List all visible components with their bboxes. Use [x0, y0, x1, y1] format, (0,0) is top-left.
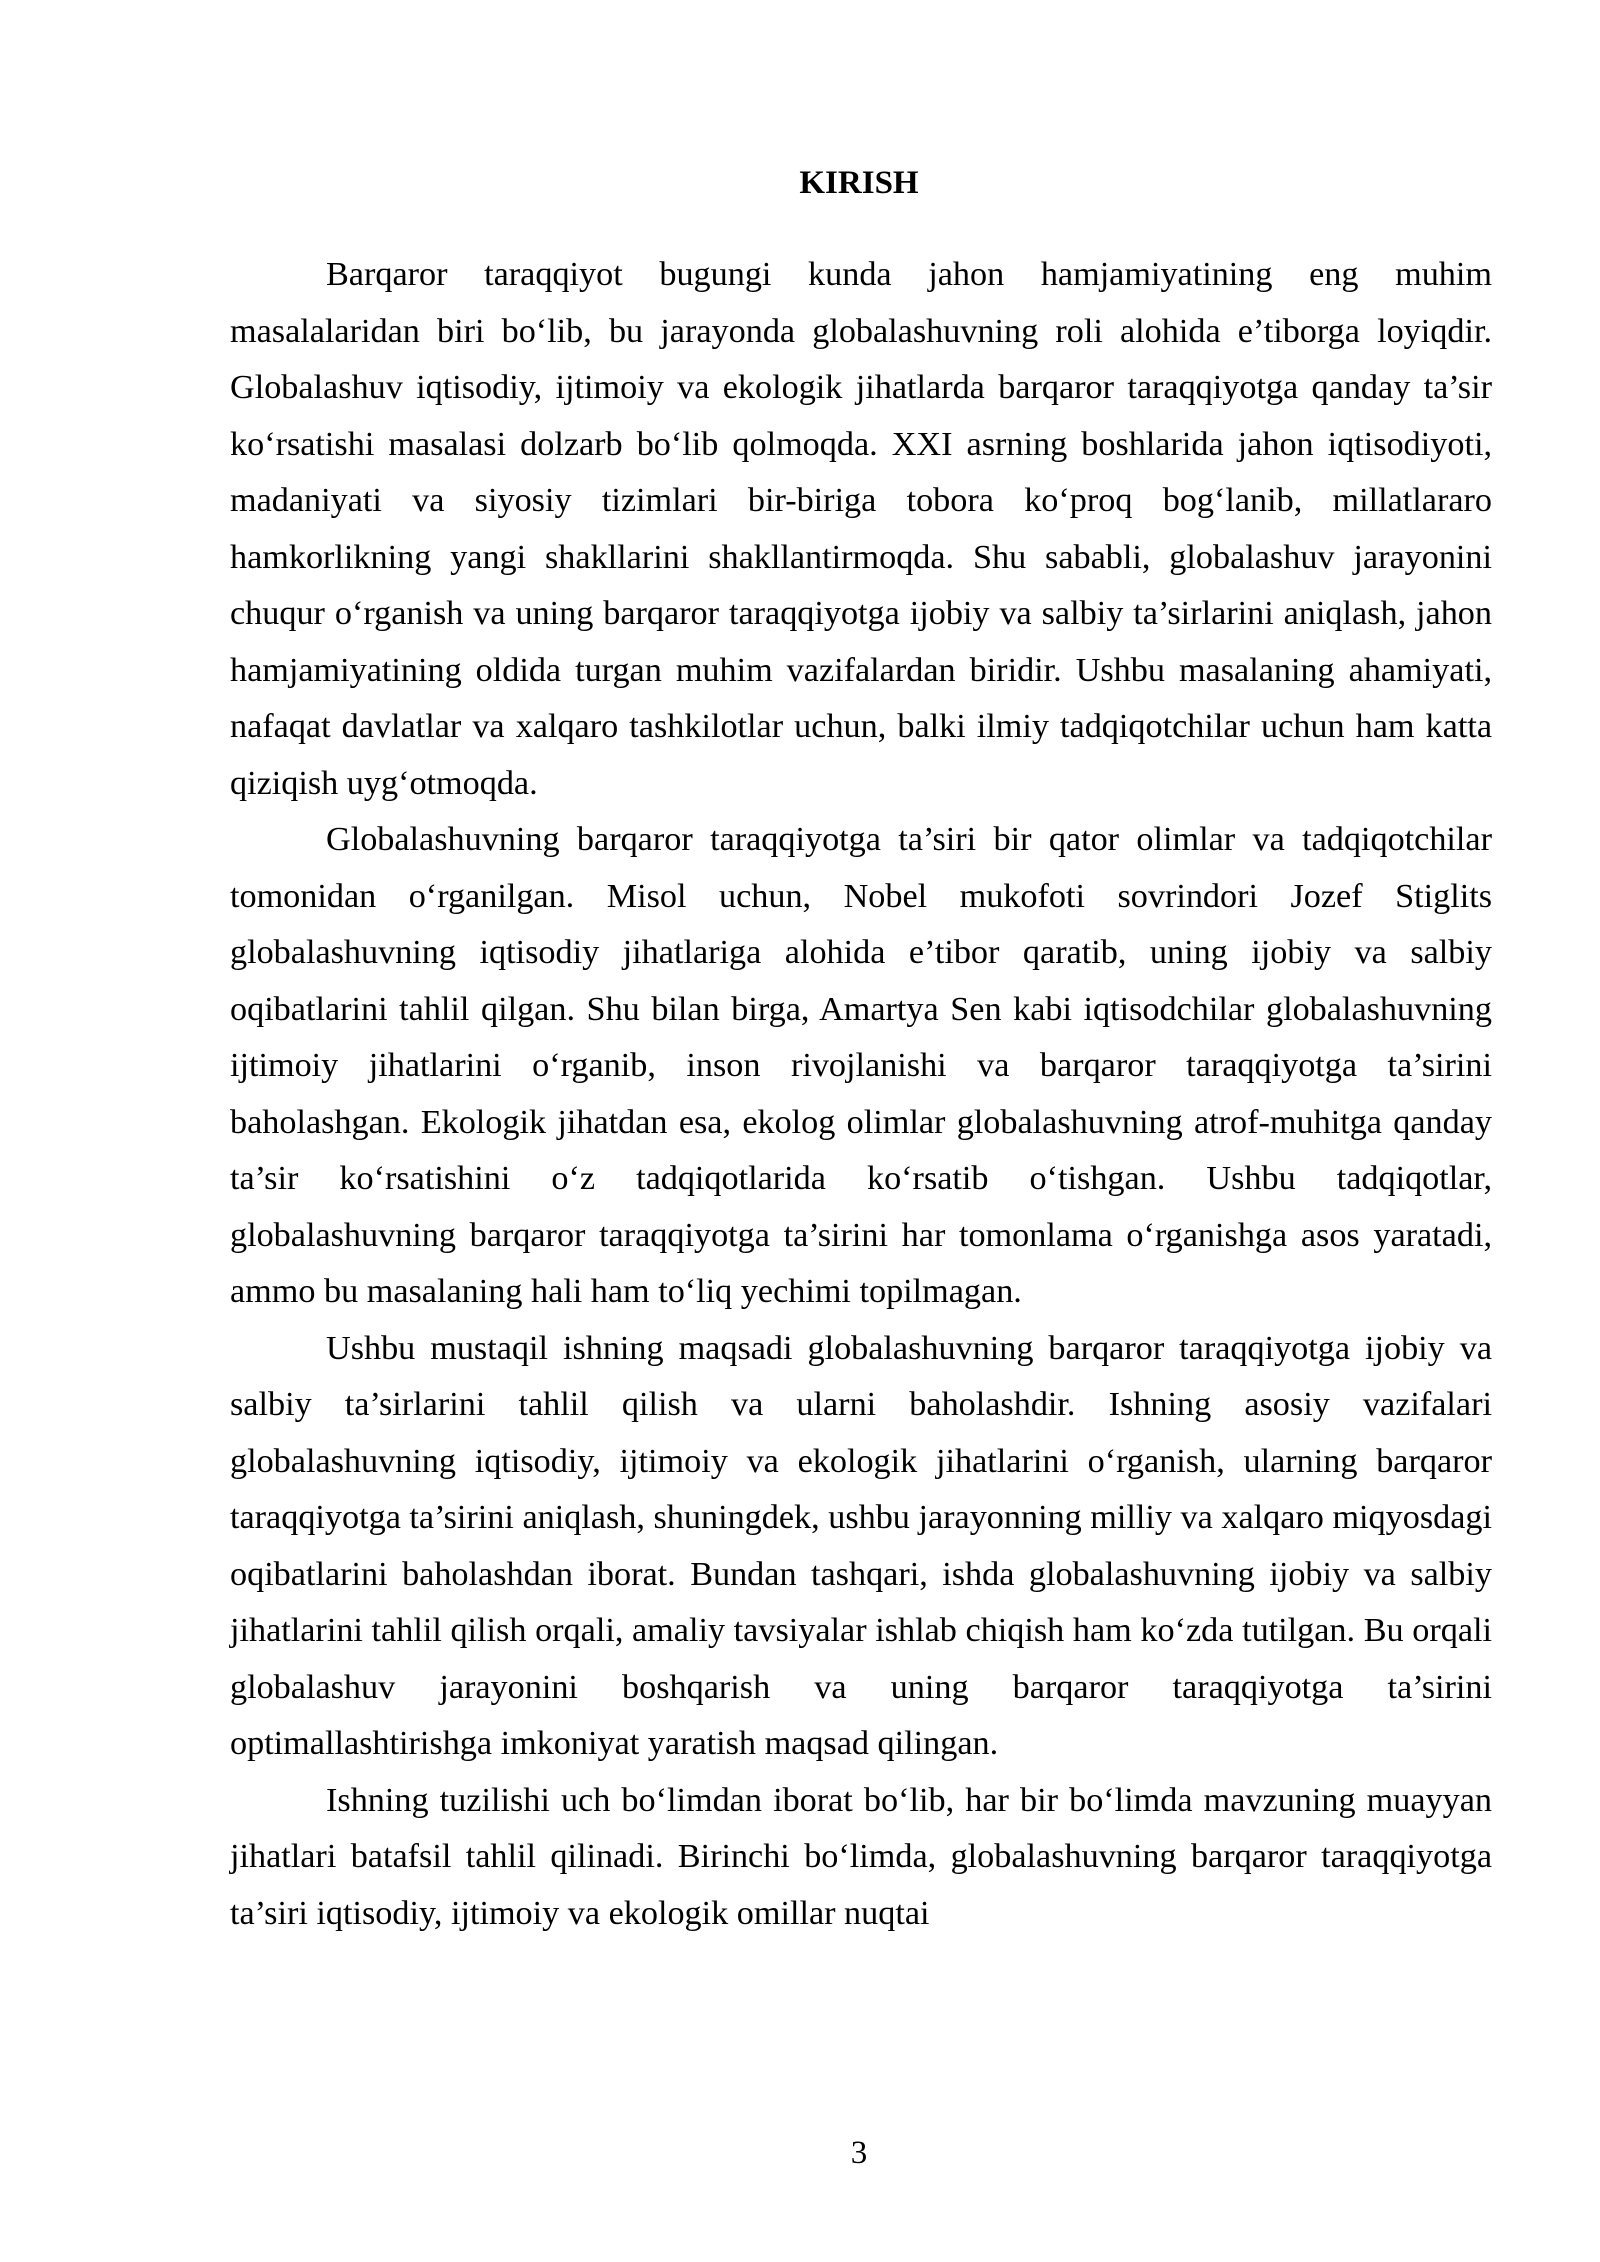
paragraph: Ishning tuzilishi uch bo‘limdan iborat bo‘lib, har bir bo‘limda mavzuning muayyan jihatlari batafsil tahlil qilinadi. Birinchi bo‘limda, globalashuvning barqaror taraqqiyotga ta’siri iqtisodiy, ijtimoiy va ekologik omillar nuqtai	[230, 1781, 1492, 1932]
document-body	[230, 247, 1492, 1942]
page-title: KIRISH	[799, 165, 919, 201]
paragraph: Globalashuvning barqaror taraqqiyotga ta’siri bir qator olimlar va tadqiqotchilar tomonidan o‘rganilgan. Misol uchun, Nobel mukofoti sovrindori Jozef Stiglits globalashuvning iqtisodiy jihatlariga alohida e’tibor qaratib, uning ijobiy va salbiy oqibatlarini tahlil qilgan. Shu bilan birga, Amartya Sen kabi iqtisodchilar globalashuvning ijtimoiy jihatlarini o‘rganib, inson rivojlanishi va barqaror taraqqiyotga ta’sirini baholashgan. Ekologik jihatdan esa, ekolog olimlar globalashuvning atrof-muhitga qanday ta’sir ko‘rsatishini o‘z tadqiqotlarida ko‘rsatib o‘tishgan. Ushbu tadqiqotlar, globalashuvning barqaror taraqqiyotga ta’sirini har tomonlama o‘rganishga asos yaratadi, ammo bu masalaning hali ham to‘liq yechimi topilmagan.	[230, 821, 1492, 1310]
page-number: 3	[850, 2135, 868, 2171]
paragraph: Barqaror taraqqiyot bugungi kunda jahon hamjamiyatining eng muhim masalalaridan biri bo‘lib, bu jarayonda globalashuvning roli alohida e’tiborga loyiqdir. Globalashuv iqtisodiy, ijtimoiy va ekologik jihatlarda barqaror taraqqiyotga qanday ta’sir ko‘rsatishi masalasi dolzarb bo‘lib qolmoqda. XXI asrning boshlarida jahon iqtisodiyoti, madaniyati va siyosiy tizimlari bir-biriga tobora ko‘proq bog‘lanib, millatlararo hamkorlikning yangi shakllarini shakllantirmoqda. Shu sababli, globalashuv jarayonini chuqur o‘rganish va uning barqaror taraqqiyotga ijobiy va salbiy ta’sirlarini aniqlash, jahon hamjamiyatining oldida turgan muhim vazifalardan biridir. Ushbu masalaning ahamiyati, nafaqat davlatlar va xalqaro tashkilotlar uchun, balki ilmiy tadqiqotchilar uchun ham katta qiziqish uyg‘otmoqda.	[230, 256, 1492, 802]
paragraph: Ushbu mustaqil ishning maqsadi globalashuvning barqaror taraqqiyotga ijobiy va salbiy ta’sirlarini tahlil qilish va ularni baholashdir. Ishning asosiy vazifalari globalashuvning iqtisodiy, ijtimoiy va ekologik jihatlarini o‘rganish, ularning barqaror taraqqiyotga ta’sirini aniqlash, shuningdek, ushbu jarayonning milliy va xalqaro miqyosdagi oqibatlarini baholashdan iborat. Bundan tashqari, ishda globalashuvning ijobiy va salbiy jihatlarini tahlil qilish orqali, amaliy tavsiyalar ishlab chiqish ham ko‘zda tutilgan. Bu orqali globalashuv jarayonini boshqarish va uning barqaror taraqqiyotga ta’sirini optimallashtirishga imkoniyat yaratish maqsad qilingan.	[230, 1329, 1492, 1762]
